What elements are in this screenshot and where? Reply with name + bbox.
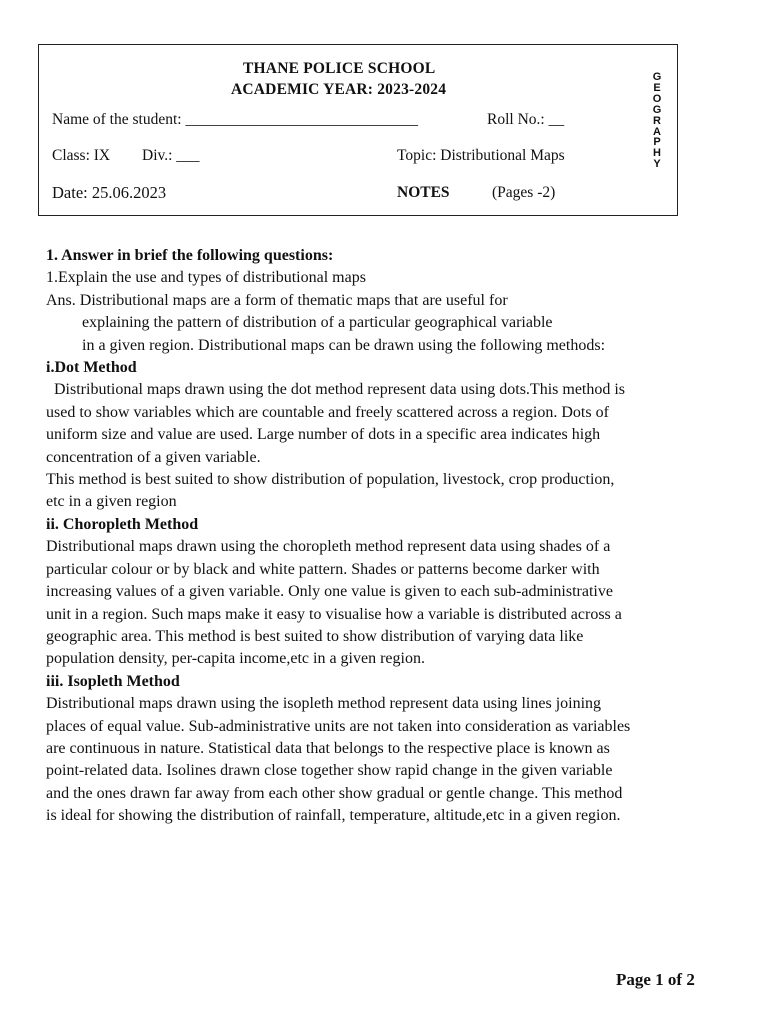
subject-letter: G	[652, 71, 662, 83]
isopleth-method-line: places of equal value. Sub-administrative units are not taken into consideration as variables	[46, 717, 631, 735]
page-number: Page 1 of 2	[616, 970, 695, 989]
choropleth-method-line: particular colour or by black and white pattern. Shades or patterns become darker with	[46, 560, 600, 578]
answer-line: explaining the pattern of distribution of a particular geographical variable	[82, 314, 553, 332]
date-label: Date: 25.06.2023	[52, 183, 167, 202]
subject-letter: G	[652, 103, 662, 116]
notes-content	[46, 245, 726, 828]
topic-label: Topic: Distributional Maps	[397, 147, 565, 164]
subject-letter: E	[653, 81, 661, 94]
choropleth-method-line: Distributional maps drawn using the choropleth method represent data using shades of a	[46, 538, 611, 556]
subject-letter: P	[653, 136, 661, 149]
subject-letter: A	[653, 125, 661, 138]
isopleth-method-line: Distributional maps drawn using the isopleth method represent data using lines joining	[46, 695, 602, 713]
choropleth-method-line: unit in a region. Such maps make it easy to visualise how a variable is distributed across a	[46, 605, 622, 623]
question-text: 1.Explain the use and types of distributional maps	[46, 269, 366, 287]
pages-label: (Pages -2)	[492, 184, 556, 201]
isopleth-method-line: are continuous in nature. Statistical data that belongs to the respective place is known as	[46, 739, 610, 757]
dot-method-line: This method is best suited to show distribution of population, livestock, crop production,	[46, 471, 615, 489]
answer-line: Ans. Distributional maps are a form of thematic maps that are useful for	[46, 291, 508, 309]
subject-letter: R	[653, 114, 661, 127]
subject-letter: H	[653, 147, 661, 160]
choropleth-method-line: geographic area. This method is best suited to show distribution of varying data like	[46, 627, 584, 645]
school-name: THANE POLICE SCHOOL	[243, 60, 436, 77]
class-label: Class: IX	[52, 147, 111, 164]
dot-method-line: used to show variables which are countable and freely scattered across a region. Dots of	[46, 403, 609, 421]
choropleth-method-line: population density, per-capita income,etc in a given region.	[46, 650, 425, 668]
subject-letter: O	[652, 92, 662, 105]
academic-year: ACADEMIC YEAR: 2023-2024	[231, 81, 447, 98]
dot-method-heading: i.Dot Method	[46, 359, 137, 377]
dot-method-line: Distributional maps drawn using the dot method represent data using dots.This method is	[46, 381, 626, 399]
choropleth-method-heading: ii. Choropleth Method	[46, 515, 199, 533]
subject-letter: Y	[653, 158, 661, 171]
section-heading: 1. Answer in brief the following questions:	[46, 247, 334, 264]
dot-method-line: concentration of a given variable.	[46, 448, 261, 466]
div-label: Div.: ___	[142, 147, 200, 164]
roll-no-label: Roll No.: __	[487, 111, 565, 128]
isopleth-method-line: and the ones drawn far away from each other show gradual or gentle change. This method	[46, 784, 623, 802]
isopleth-method-heading: iii. Isopleth Method	[46, 672, 180, 690]
dot-method-line: uniform size and value are used. Large number of dots in a specific area indicates high	[46, 426, 601, 444]
answer-line: in a given region. Distributional maps can be drawn using the following methods:	[82, 336, 606, 354]
isopleth-method-line: point-related data. Isolines drawn close together show rapid change in the given variable	[46, 762, 613, 780]
student-name-label: Name of the student: ______________________________	[52, 111, 418, 128]
subject-vertical-label	[650, 72, 664, 170]
dot-method-line: etc in a given region	[46, 493, 177, 511]
notes-label: NOTES	[397, 184, 450, 201]
choropleth-method-line: increasing values of a given variable. Only one value is given to each sub-administrative	[46, 583, 613, 601]
isopleth-method-line: is ideal for showing the distribution of rainfall, temperature, altitude,etc in a given region.	[46, 807, 621, 825]
